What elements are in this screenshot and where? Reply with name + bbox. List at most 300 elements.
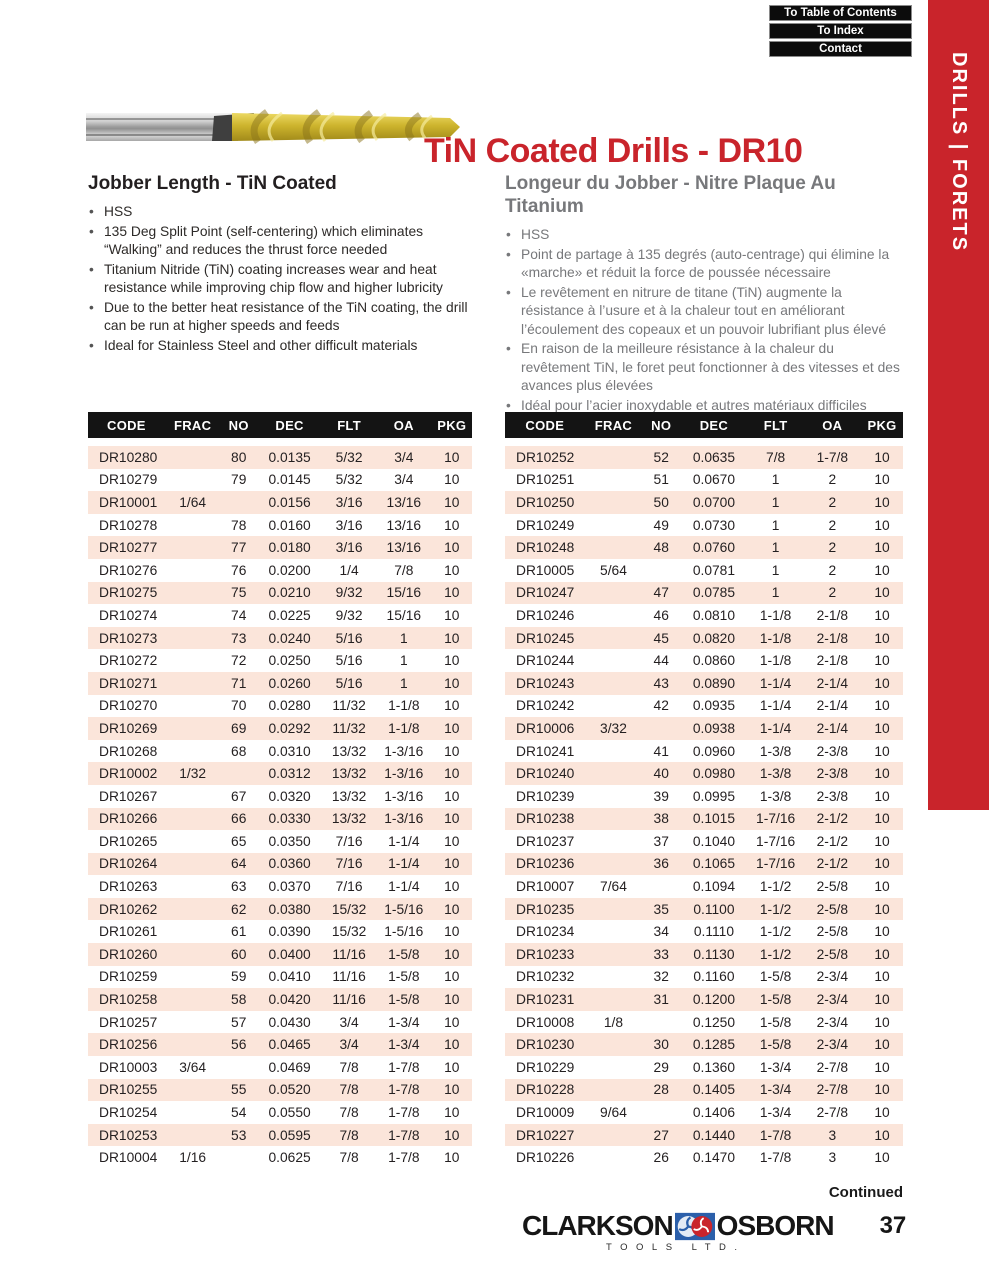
table-cell: 9/32 xyxy=(335,585,363,601)
table-cell: 0.1285 xyxy=(692,1037,736,1053)
table-cell: 10 xyxy=(874,743,890,759)
table-cell: 10 xyxy=(874,969,890,985)
table-row xyxy=(505,582,903,605)
table-row xyxy=(88,559,472,582)
table-row xyxy=(88,717,472,740)
table-cell: DR10244 xyxy=(516,653,575,669)
table-row xyxy=(88,943,472,966)
table-cell: DR10279 xyxy=(99,472,158,488)
table-cell: 11/16 xyxy=(332,969,366,985)
table-cell: DR10250 xyxy=(516,494,575,510)
table-cell: 1 xyxy=(771,562,780,578)
table-cell: DR10241 xyxy=(516,743,575,759)
table-cell: 65 xyxy=(231,833,247,849)
table-cell: 1-1/4 xyxy=(388,856,420,872)
table-cell: 53 xyxy=(231,1127,247,1143)
table-row xyxy=(505,808,903,831)
table-cell: 10 xyxy=(874,1082,890,1098)
table-cell: 1-3/4 xyxy=(388,1014,420,1030)
table-cell: DR10226 xyxy=(516,1150,575,1166)
column-header: FLT xyxy=(763,417,788,433)
table-cell: 62 xyxy=(231,901,247,917)
table-row xyxy=(505,1101,903,1124)
table-cell: 0.0360 xyxy=(268,856,311,872)
table-row xyxy=(505,1146,903,1169)
table-row xyxy=(88,966,472,989)
table-cell: 48 xyxy=(653,540,669,556)
table-cell: 10 xyxy=(444,811,460,827)
table-row xyxy=(88,604,472,627)
table-cell: 75 xyxy=(231,585,247,601)
table-row xyxy=(88,1011,472,1034)
table-cell: 32 xyxy=(653,969,669,985)
table-cell: DR10261 xyxy=(99,924,158,940)
table-cell: 0.0160 xyxy=(268,517,311,533)
table-cell: 7/16 xyxy=(335,879,363,895)
table-cell: 0.0225 xyxy=(268,607,311,623)
table-cell: 0.0380 xyxy=(268,901,311,917)
table-cell: 10 xyxy=(444,1150,460,1166)
table-cell: 10 xyxy=(874,517,890,533)
table-cell: 7/16 xyxy=(335,833,363,849)
table-cell: DR10004 xyxy=(99,1150,158,1166)
table-cell: 49 xyxy=(653,517,669,533)
table-cell: 3/32 xyxy=(600,720,627,736)
table-cell: 10 xyxy=(874,630,890,646)
section-side-tab xyxy=(928,0,989,810)
table-cell: 1-1/8 xyxy=(759,630,792,646)
table-cell: 1-1/2 xyxy=(759,901,792,917)
table-cell: 0.0320 xyxy=(268,788,311,804)
table-cell: DR10249 xyxy=(516,517,575,533)
table-cell: DR10245 xyxy=(516,630,575,646)
nav-index-button[interactable]: To Index xyxy=(769,23,912,39)
table-row xyxy=(88,695,472,718)
table-cell: 7/8 xyxy=(339,1059,359,1075)
table-cell: 10 xyxy=(444,653,460,669)
table-cell: 1-7/16 xyxy=(756,811,796,827)
table-cell: 72 xyxy=(231,653,247,669)
table-cell: 15/32 xyxy=(331,901,367,917)
table-row xyxy=(505,536,903,559)
table-cell: 55 xyxy=(231,1082,247,1098)
table-cell: 1 xyxy=(399,675,408,691)
table-row xyxy=(88,853,472,876)
table-cell: 51 xyxy=(653,472,669,488)
table-cell: 10 xyxy=(874,833,890,849)
table-cell: 0.0960 xyxy=(692,743,736,759)
table-cell: DR10263 xyxy=(99,879,158,895)
table-cell: DR10266 xyxy=(99,811,158,827)
table-row xyxy=(88,1124,472,1147)
table-cell: 10 xyxy=(444,562,460,578)
table-cell: 10 xyxy=(874,1127,890,1143)
table-cell: 0.0370 xyxy=(268,879,311,895)
table-cell: 1/4 xyxy=(339,562,359,578)
table-cell: 2-5/8 xyxy=(816,924,849,940)
table-cell: DR10255 xyxy=(99,1082,158,1098)
column-header: NO xyxy=(228,417,249,433)
table-cell: 5/16 xyxy=(335,675,363,691)
table-cell: 41 xyxy=(653,743,669,759)
table-cell: 10 xyxy=(874,585,890,601)
table-cell: DR10265 xyxy=(99,833,158,849)
table-cell: 1/32 xyxy=(179,766,207,782)
table-cell: 76 xyxy=(231,562,247,578)
table-cell: 2-7/8 xyxy=(816,1105,849,1121)
table-cell: 13/32 xyxy=(331,788,367,804)
table-cell: 2-5/8 xyxy=(816,946,849,962)
table-row xyxy=(88,491,472,514)
table-row xyxy=(505,740,903,763)
table-cell: 1-7/8 xyxy=(759,1127,792,1143)
table-row xyxy=(88,1056,472,1079)
nav-toc-button[interactable]: To Table of Contents xyxy=(769,5,912,21)
table-cell: 0.0635 xyxy=(692,449,736,465)
table-cell: 0.0350 xyxy=(268,833,311,849)
table-cell: 0.0145 xyxy=(268,472,311,488)
table-cell: 1-7/8 xyxy=(388,1082,420,1098)
table-body xyxy=(505,446,903,1169)
table-cell: 36 xyxy=(653,856,669,872)
table-cell: 1 xyxy=(771,494,780,510)
table-cell: DR10007 xyxy=(516,879,575,895)
table-row xyxy=(505,966,903,989)
table-cell: 2-5/8 xyxy=(816,901,849,917)
table-cell: 1-7/8 xyxy=(759,1150,792,1166)
table-cell: 1-1/4 xyxy=(388,879,420,895)
table-cell: 10 xyxy=(874,1037,890,1053)
table-cell: DR10246 xyxy=(516,607,575,623)
table-cell: 43 xyxy=(653,675,669,691)
bullet-item: • Titanium Nitride (TiN) coating increases wear and heat resistance while improving chip flow and higher lubricity xyxy=(88,261,482,298)
drill-bit-photo xyxy=(82,94,464,160)
table-cell: 10 xyxy=(874,675,890,691)
table-cell: 10 xyxy=(444,1059,460,1075)
table-cell: 46 xyxy=(653,607,669,623)
table-cell: DR10253 xyxy=(99,1127,158,1143)
table-cell: 1-7/8 xyxy=(388,1059,420,1075)
table-cell: 27 xyxy=(653,1127,669,1143)
table-cell: 10 xyxy=(444,833,460,849)
table-cell: 1-5/16 xyxy=(384,924,424,940)
table-cell: DR10247 xyxy=(516,585,575,601)
table-cell: 1/64 xyxy=(179,494,207,510)
table-cell: 10 xyxy=(444,1105,460,1121)
table-cell: 5/16 xyxy=(335,630,363,646)
table-cell: 1-3/16 xyxy=(384,743,424,759)
table-cell: 0.0980 xyxy=(692,766,736,782)
table-cell: 31 xyxy=(653,992,669,1008)
table-cell: 56 xyxy=(231,1037,247,1053)
table-row xyxy=(88,672,472,695)
table-row xyxy=(88,1079,472,1102)
table-cell: DR10268 xyxy=(99,743,158,759)
table-row xyxy=(88,582,472,605)
table-cell: 2-3/4 xyxy=(816,1014,849,1030)
bullet-item: • HSS xyxy=(505,226,905,245)
table-cell: 0.1160 xyxy=(693,969,735,985)
table-cell: 15/32 xyxy=(331,924,367,940)
table-cell: 2-1/4 xyxy=(816,675,849,691)
table-cell: 42 xyxy=(653,698,669,714)
table-row xyxy=(505,559,903,582)
table-cell: DR10269 xyxy=(99,720,158,736)
table-cell: 7/8 xyxy=(394,562,414,578)
table-cell: DR10009 xyxy=(516,1105,575,1121)
table-row xyxy=(505,988,903,1011)
table-cell: 2-5/8 xyxy=(816,879,849,895)
table-cell: 13/32 xyxy=(331,766,367,782)
table-header-row xyxy=(88,412,472,438)
drill-table-right xyxy=(505,412,903,1169)
nav-contact-button[interactable]: Contact xyxy=(769,41,912,57)
table-cell: DR10008 xyxy=(516,1014,575,1030)
table-cell: 1-3/4 xyxy=(759,1082,792,1098)
table-cell: DR10259 xyxy=(99,969,158,985)
table-cell: 1-1/2 xyxy=(759,946,792,962)
table-cell: 54 xyxy=(231,1105,247,1121)
french-heading: Longeur du Jobber - Nitre Plaque Au Titanium xyxy=(505,173,836,217)
table-cell: 0.1100 xyxy=(693,901,735,917)
table-cell: 1-1/4 xyxy=(759,698,792,714)
table-cell: 0.1094 xyxy=(692,879,736,895)
table-cell: 0.0260 xyxy=(268,675,311,691)
table-cell: 15/16 xyxy=(386,585,422,601)
table-cell: 1 xyxy=(399,653,408,669)
table-cell: 13/16 xyxy=(386,517,422,533)
table-cell: DR10264 xyxy=(99,856,158,872)
table-cell: 10 xyxy=(874,607,890,623)
table-cell: 2-1/4 xyxy=(816,720,849,736)
table-cell: 1-1/4 xyxy=(388,833,420,849)
table-cell: DR10272 xyxy=(99,653,158,669)
table-cell: DR10260 xyxy=(99,946,158,962)
table-cell: 58 xyxy=(231,992,247,1008)
table-cell: 0.1110 xyxy=(693,924,734,940)
table-cell: 64 xyxy=(231,856,247,872)
table-cell: 10 xyxy=(444,1127,460,1143)
table-cell: 0.0550 xyxy=(268,1105,311,1121)
table-cell: 0.0400 xyxy=(268,946,311,962)
table-cell: 0.1406 xyxy=(692,1105,736,1121)
table-cell: 1-5/8 xyxy=(759,992,792,1008)
table-cell: 28 xyxy=(653,1082,669,1098)
table-row xyxy=(505,672,903,695)
table-cell: DR10273 xyxy=(99,630,158,646)
table-row xyxy=(88,649,472,672)
table-cell: 0.0310 xyxy=(268,743,311,759)
table-cell: 1-7/16 xyxy=(756,833,796,849)
table-cell: 2 xyxy=(828,562,837,578)
table-cell: 63 xyxy=(231,879,247,895)
nav-buttons xyxy=(769,5,912,57)
table-cell: DR10276 xyxy=(99,562,158,578)
table-cell: DR10256 xyxy=(99,1037,158,1053)
table-cell: 2 xyxy=(828,472,837,488)
table-cell: 3 xyxy=(828,1150,837,1166)
table-cell: 1-1/2 xyxy=(759,924,792,940)
table-row xyxy=(505,604,903,627)
page-title: TiN Coated Drills - DR10 xyxy=(424,131,803,170)
table-cell: DR10236 xyxy=(516,856,575,872)
table-cell: 2-1/2 xyxy=(816,833,849,849)
table-cell: 10 xyxy=(444,1082,460,1098)
table-cell: 2 xyxy=(828,540,837,556)
table-cell: DR10229 xyxy=(516,1059,575,1075)
table-cell: 10 xyxy=(444,449,460,465)
table-cell: 0.1015 xyxy=(692,811,736,827)
table-cell: 26 xyxy=(653,1150,669,1166)
table-cell: 3/4 xyxy=(339,1037,359,1053)
table-cell: 10 xyxy=(444,607,460,623)
table-row xyxy=(88,898,472,921)
column-header: NO xyxy=(651,417,672,433)
table-cell: 10 xyxy=(874,946,890,962)
table-cell: 2-3/4 xyxy=(816,969,849,985)
table-cell: 10 xyxy=(444,675,460,691)
table-cell: 1 xyxy=(771,517,780,533)
table-cell: 10 xyxy=(874,879,890,895)
table-cell: 10 xyxy=(874,562,890,578)
table-row xyxy=(505,943,903,966)
table-cell: 40 xyxy=(653,766,669,782)
table-cell: DR10257 xyxy=(99,1014,158,1030)
table-cell: 1 xyxy=(399,630,408,646)
english-description xyxy=(88,172,482,356)
table-cell: 1-1/8 xyxy=(759,653,792,669)
column-header: PKG xyxy=(867,417,897,433)
table-row xyxy=(88,875,472,898)
table-cell: 0.1250 xyxy=(692,1014,736,1030)
table-cell: DR10002 xyxy=(99,766,158,782)
column-header: CODE xyxy=(107,417,146,433)
table-cell: 33 xyxy=(653,946,669,962)
english-bullet-list xyxy=(88,203,482,355)
table-cell: 10 xyxy=(444,946,460,962)
table-cell: 10 xyxy=(444,901,460,917)
table-cell: 10 xyxy=(444,1014,460,1030)
french-bullet-list xyxy=(505,226,905,415)
table-cell: 0.0465 xyxy=(268,1037,311,1053)
table-cell: 7/8 xyxy=(339,1127,359,1143)
table-cell: 1-1/4 xyxy=(759,720,792,736)
table-cell: 2-7/8 xyxy=(816,1082,849,1098)
table-cell: 0.0995 xyxy=(692,788,736,804)
table-cell: 13/16 xyxy=(386,494,422,510)
table-cell: 44 xyxy=(653,653,669,669)
table-cell: DR10252 xyxy=(516,449,575,465)
table-row xyxy=(505,649,903,672)
table-cell: 11/32 xyxy=(332,720,366,736)
table-row xyxy=(88,740,472,763)
table-cell: 0.0938 xyxy=(692,720,736,736)
table-row xyxy=(505,920,903,943)
table-cell: 1-7/8 xyxy=(388,1150,420,1166)
table-cell: 2 xyxy=(828,494,837,510)
table-row xyxy=(505,898,903,921)
table-row xyxy=(88,469,472,492)
table-cell: 10 xyxy=(444,698,460,714)
table-cell: 50 xyxy=(653,494,669,510)
table-cell: 0.0210 xyxy=(268,585,311,601)
table-cell: DR10234 xyxy=(516,924,575,940)
table-cell: 0.0180 xyxy=(268,540,311,556)
table-row xyxy=(505,1033,903,1056)
table-cell: 0.0390 xyxy=(268,924,311,940)
table-cell: DR10230 xyxy=(516,1037,575,1053)
table-cell: DR10003 xyxy=(99,1059,158,1075)
table-cell: 2-3/8 xyxy=(816,766,849,782)
brand-row xyxy=(522,1211,906,1241)
table-cell: 0.0781 xyxy=(692,562,736,578)
table-cell: 0.0330 xyxy=(268,811,311,827)
table-cell: 10 xyxy=(444,924,460,940)
column-header: OA xyxy=(393,417,414,433)
table-cell: 3 xyxy=(828,1127,837,1143)
table-cell: 0.0156 xyxy=(268,494,311,510)
table-row xyxy=(505,1011,903,1034)
table-cell: 1/8 xyxy=(603,1014,624,1030)
table-cell: 9/32 xyxy=(335,607,363,623)
table-row xyxy=(505,1124,903,1147)
table-cell: 10 xyxy=(874,653,890,669)
table-cell: 39 xyxy=(653,788,669,804)
table-cell: 0.0520 xyxy=(268,1082,311,1098)
table-cell: 5/64 xyxy=(600,562,627,578)
table-cell: 0.1200 xyxy=(692,992,736,1008)
table-row xyxy=(505,875,903,898)
section-label: DRILLS | FORETS xyxy=(948,52,970,253)
table-cell: 2-3/4 xyxy=(816,1037,849,1053)
table-cell: 78 xyxy=(231,517,247,533)
table-cell: 0.0135 xyxy=(268,449,311,465)
table-cell: 10 xyxy=(874,449,890,465)
table-cell: 11/32 xyxy=(332,698,366,714)
table-cell: 0.0760 xyxy=(692,540,736,556)
table-cell: 0.0312 xyxy=(268,766,311,782)
table-cell: 1-1/8 xyxy=(759,607,792,623)
table-cell: 1-5/8 xyxy=(759,969,792,985)
table-cell: 10 xyxy=(874,698,890,714)
table-header-row xyxy=(505,412,903,438)
drill-table-left xyxy=(88,412,472,1169)
table-cell: 10 xyxy=(874,472,890,488)
table-cell: 10 xyxy=(444,1037,460,1053)
table-cell: 0.0785 xyxy=(692,585,736,601)
column-header: FLT xyxy=(337,417,361,433)
page-number: 37 xyxy=(879,1212,907,1239)
table-cell: 10 xyxy=(874,901,890,917)
table-cell: 73 xyxy=(231,630,247,646)
table-cell: DR10005 xyxy=(516,562,575,578)
table-row xyxy=(505,1079,903,1102)
table-cell: 15/16 xyxy=(386,607,422,623)
table-cell: DR10232 xyxy=(516,969,575,985)
table-row xyxy=(88,1101,472,1124)
table-cell: 1-7/8 xyxy=(388,1105,420,1121)
table-cell: DR10227 xyxy=(516,1127,575,1143)
table-cell: 10 xyxy=(444,992,460,1008)
table-row xyxy=(88,1033,472,1056)
table-cell: 10 xyxy=(874,766,890,782)
table-cell: DR10270 xyxy=(99,698,158,714)
table-cell: 1-1/8 xyxy=(388,720,420,736)
table-cell: 1-1/8 xyxy=(388,698,420,714)
table-cell: 1-3/16 xyxy=(384,811,424,827)
table-cell: 10 xyxy=(874,1105,890,1121)
table-cell: 11/16 xyxy=(332,992,366,1008)
